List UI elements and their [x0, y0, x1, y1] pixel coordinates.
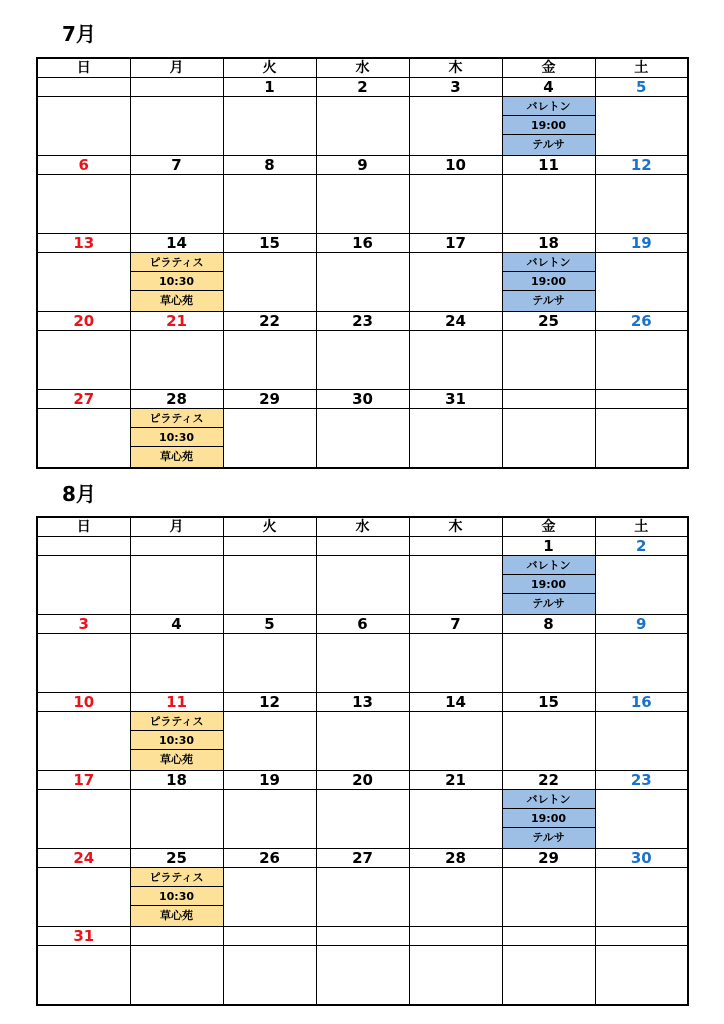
day-cell[interactable]	[223, 790, 316, 849]
date-number: 17	[37, 771, 130, 790]
day-cell[interactable]	[223, 634, 316, 693]
pilates-event-line: ピラティス	[131, 253, 223, 272]
day-cell[interactable]	[130, 175, 223, 234]
date-number: 16	[595, 693, 688, 712]
date-number: 9	[595, 615, 688, 634]
day-cell[interactable]	[316, 175, 409, 234]
day-cell[interactable]	[502, 634, 595, 693]
day-cell[interactable]	[409, 409, 502, 469]
date-number: 12	[223, 693, 316, 712]
pilates-event-line: 草心苑	[131, 906, 223, 926]
day-cell[interactable]	[223, 97, 316, 156]
day-cell[interactable]	[130, 790, 223, 849]
valeton-event-line: 19:00	[503, 272, 595, 291]
day-cell[interactable]	[316, 946, 409, 1006]
date-number: 11	[130, 693, 223, 712]
date-number	[316, 537, 409, 556]
date-number: 22	[223, 312, 316, 331]
day-cell[interactable]	[316, 409, 409, 469]
date-number: 24	[37, 849, 130, 868]
event-row	[37, 946, 688, 1006]
pilates-event-line: 10:30	[131, 887, 223, 906]
weekday-header: 日	[37, 58, 130, 78]
weekday-header: 木	[409, 58, 502, 78]
valeton-event-line: バレトン	[503, 556, 595, 575]
date-number	[502, 927, 595, 946]
valeton-event-line: 19:00	[503, 575, 595, 594]
day-cell[interactable]	[37, 946, 130, 1006]
day-cell[interactable]	[223, 409, 316, 469]
day-cell[interactable]	[223, 331, 316, 390]
month-title: 8月	[62, 482, 96, 506]
date-number-row	[37, 615, 688, 634]
day-cell[interactable]	[502, 97, 595, 156]
day-cell[interactable]	[130, 97, 223, 156]
date-number: 27	[316, 849, 409, 868]
date-number: 22	[502, 771, 595, 790]
valeton-event-line: バレトン	[503, 790, 595, 809]
weekday-header: 土	[595, 517, 688, 537]
day-cell[interactable]	[37, 790, 130, 849]
date-number: 28	[130, 390, 223, 409]
pilates-event-line: 10:30	[131, 272, 223, 291]
day-cell[interactable]	[595, 331, 688, 390]
day-cell[interactable]	[130, 556, 223, 615]
date-number: 12	[595, 156, 688, 175]
day-cell[interactable]	[37, 712, 130, 771]
day-cell[interactable]	[316, 712, 409, 771]
date-number-row	[37, 390, 688, 409]
pilates-event-line: 草心苑	[131, 447, 223, 467]
day-cell[interactable]	[316, 634, 409, 693]
day-cell[interactable]	[130, 868, 223, 927]
event-row	[37, 868, 688, 927]
pilates-event-line: ピラティス	[131, 868, 223, 887]
day-cell[interactable]	[316, 253, 409, 312]
day-cell[interactable]	[316, 556, 409, 615]
date-number: 8	[502, 615, 595, 634]
event-row	[37, 97, 688, 156]
day-cell[interactable]	[409, 175, 502, 234]
pilates-event-line: 10:30	[131, 731, 223, 750]
day-cell[interactable]	[223, 253, 316, 312]
event-row	[37, 409, 688, 469]
event-row	[37, 175, 688, 234]
date-number: 7	[130, 156, 223, 175]
date-number: 24	[409, 312, 502, 331]
date-number: 25	[502, 312, 595, 331]
date-number: 10	[37, 693, 130, 712]
weekday-header: 火	[223, 517, 316, 537]
date-number: 14	[409, 693, 502, 712]
date-number: 23	[316, 312, 409, 331]
date-number	[223, 537, 316, 556]
date-number: 19	[223, 771, 316, 790]
date-number: 2	[595, 537, 688, 556]
day-cell[interactable]	[409, 253, 502, 312]
month-calendar-table	[36, 57, 689, 469]
day-cell[interactable]	[130, 331, 223, 390]
date-number	[130, 537, 223, 556]
day-cell[interactable]	[502, 790, 595, 849]
month-calendar-table	[36, 516, 689, 1006]
day-cell[interactable]	[595, 946, 688, 1006]
date-number: 2	[316, 78, 409, 97]
date-number	[595, 927, 688, 946]
weekday-header: 金	[502, 517, 595, 537]
date-number: 15	[502, 693, 595, 712]
valeton-event-line: テルサ	[503, 594, 595, 614]
date-number: 3	[37, 615, 130, 634]
date-number	[37, 78, 130, 97]
date-number: 1	[502, 537, 595, 556]
valeton-event-line: テルサ	[503, 291, 595, 311]
date-number: 4	[130, 615, 223, 634]
date-number: 3	[409, 78, 502, 97]
date-number: 6	[37, 156, 130, 175]
valeton-event-line: テルサ	[503, 828, 595, 848]
day-cell[interactable]	[37, 97, 130, 156]
date-number	[37, 537, 130, 556]
date-number: 10	[409, 156, 502, 175]
date-number: 11	[502, 156, 595, 175]
pilates-event-line: 草心苑	[131, 291, 223, 311]
day-cell[interactable]	[223, 175, 316, 234]
date-number: 6	[316, 615, 409, 634]
day-cell[interactable]	[37, 868, 130, 927]
day-cell[interactable]	[595, 790, 688, 849]
day-cell[interactable]	[595, 556, 688, 615]
weekday-header: 火	[223, 58, 316, 78]
day-cell[interactable]	[409, 331, 502, 390]
date-number: 30	[595, 849, 688, 868]
weekday-header: 木	[409, 517, 502, 537]
date-number: 29	[223, 390, 316, 409]
day-cell[interactable]	[37, 409, 130, 469]
day-cell[interactable]	[595, 97, 688, 156]
day-cell[interactable]	[502, 175, 595, 234]
day-cell[interactable]	[595, 253, 688, 312]
date-number: 13	[37, 234, 130, 253]
date-number	[409, 927, 502, 946]
day-cell[interactable]	[409, 946, 502, 1006]
day-cell[interactable]	[316, 331, 409, 390]
valeton-event-line: 19:00	[503, 809, 595, 828]
day-cell[interactable]	[595, 175, 688, 234]
day-cell[interactable]	[37, 634, 130, 693]
day-cell[interactable]	[130, 712, 223, 771]
day-cell[interactable]	[502, 409, 595, 469]
pilates-event-line: ピラティス	[131, 409, 223, 428]
day-cell[interactable]	[409, 712, 502, 771]
date-number: 26	[595, 312, 688, 331]
day-cell[interactable]	[502, 868, 595, 927]
date-number: 23	[595, 771, 688, 790]
day-cell[interactable]	[502, 556, 595, 615]
date-number: 14	[130, 234, 223, 253]
event-row	[37, 712, 688, 771]
day-cell[interactable]	[130, 634, 223, 693]
date-number: 25	[130, 849, 223, 868]
date-number: 5	[595, 78, 688, 97]
day-cell[interactable]	[409, 790, 502, 849]
date-number: 26	[223, 849, 316, 868]
date-number-row	[37, 234, 688, 253]
date-number: 5	[223, 615, 316, 634]
weekday-header: 土	[595, 58, 688, 78]
date-number: 8	[223, 156, 316, 175]
day-cell[interactable]	[223, 712, 316, 771]
day-cell[interactable]	[409, 97, 502, 156]
day-cell[interactable]	[502, 331, 595, 390]
day-cell[interactable]	[37, 556, 130, 615]
day-cell[interactable]	[316, 868, 409, 927]
weekday-header: 水	[316, 517, 409, 537]
date-number: 4	[502, 78, 595, 97]
day-cell[interactable]	[37, 175, 130, 234]
date-number-row	[37, 927, 688, 946]
day-cell[interactable]	[409, 634, 502, 693]
pilates-event-line: 草心苑	[131, 750, 223, 770]
day-cell[interactable]	[502, 946, 595, 1006]
date-number: 21	[130, 312, 223, 331]
date-number: 19	[595, 234, 688, 253]
date-number-row	[37, 78, 688, 97]
day-cell[interactable]	[409, 556, 502, 615]
day-cell[interactable]	[316, 97, 409, 156]
day-cell[interactable]	[37, 253, 130, 312]
date-number: 29	[502, 849, 595, 868]
date-number: 16	[316, 234, 409, 253]
date-number-row	[37, 156, 688, 175]
date-number	[130, 927, 223, 946]
date-number	[409, 537, 502, 556]
date-number	[130, 78, 223, 97]
date-number: 18	[502, 234, 595, 253]
valeton-event-line: バレトン	[503, 253, 595, 272]
date-number-row	[37, 312, 688, 331]
weekday-header: 金	[502, 58, 595, 78]
date-number: 7	[409, 615, 502, 634]
date-number: 9	[316, 156, 409, 175]
weekday-header: 水	[316, 58, 409, 78]
pilates-event-line: ピラティス	[131, 712, 223, 731]
date-number: 1	[223, 78, 316, 97]
event-row	[37, 556, 688, 615]
date-number: 31	[409, 390, 502, 409]
pilates-event-line: 10:30	[131, 428, 223, 447]
weekday-header: 月	[130, 58, 223, 78]
valeton-event-line: バレトン	[503, 97, 595, 116]
valeton-event-line: テルサ	[503, 135, 595, 155]
valeton-event-line: 19:00	[503, 116, 595, 135]
event-row	[37, 331, 688, 390]
date-number: 15	[223, 234, 316, 253]
day-cell[interactable]	[595, 712, 688, 771]
date-number: 20	[316, 771, 409, 790]
day-cell[interactable]	[595, 409, 688, 469]
day-cell[interactable]	[595, 634, 688, 693]
date-number	[316, 927, 409, 946]
day-cell[interactable]	[409, 868, 502, 927]
weekday-header: 月	[130, 517, 223, 537]
date-number-row	[37, 693, 688, 712]
date-number-row	[37, 537, 688, 556]
day-cell[interactable]	[223, 946, 316, 1006]
day-cell[interactable]	[502, 712, 595, 771]
day-cell[interactable]	[37, 331, 130, 390]
day-cell[interactable]	[130, 946, 223, 1006]
date-number	[223, 927, 316, 946]
day-cell[interactable]	[502, 253, 595, 312]
date-number: 21	[409, 771, 502, 790]
event-row	[37, 790, 688, 849]
day-cell[interactable]	[130, 253, 223, 312]
date-number: 20	[37, 312, 130, 331]
event-row	[37, 253, 688, 312]
weekday-header-row	[37, 58, 688, 78]
date-number: 13	[316, 693, 409, 712]
date-number-row	[37, 849, 688, 868]
day-cell[interactable]	[223, 868, 316, 927]
month-title: 7月	[62, 22, 96, 46]
date-number: 18	[130, 771, 223, 790]
day-cell[interactable]	[316, 790, 409, 849]
date-number: 30	[316, 390, 409, 409]
date-number-row	[37, 771, 688, 790]
event-row	[37, 634, 688, 693]
date-number: 31	[37, 927, 130, 946]
date-number	[595, 390, 688, 409]
date-number: 17	[409, 234, 502, 253]
date-number: 27	[37, 390, 130, 409]
day-cell[interactable]	[595, 868, 688, 927]
weekday-header-row	[37, 517, 688, 537]
day-cell[interactable]	[223, 556, 316, 615]
date-number	[502, 390, 595, 409]
weekday-header: 日	[37, 517, 130, 537]
day-cell[interactable]	[130, 409, 223, 469]
date-number: 28	[409, 849, 502, 868]
